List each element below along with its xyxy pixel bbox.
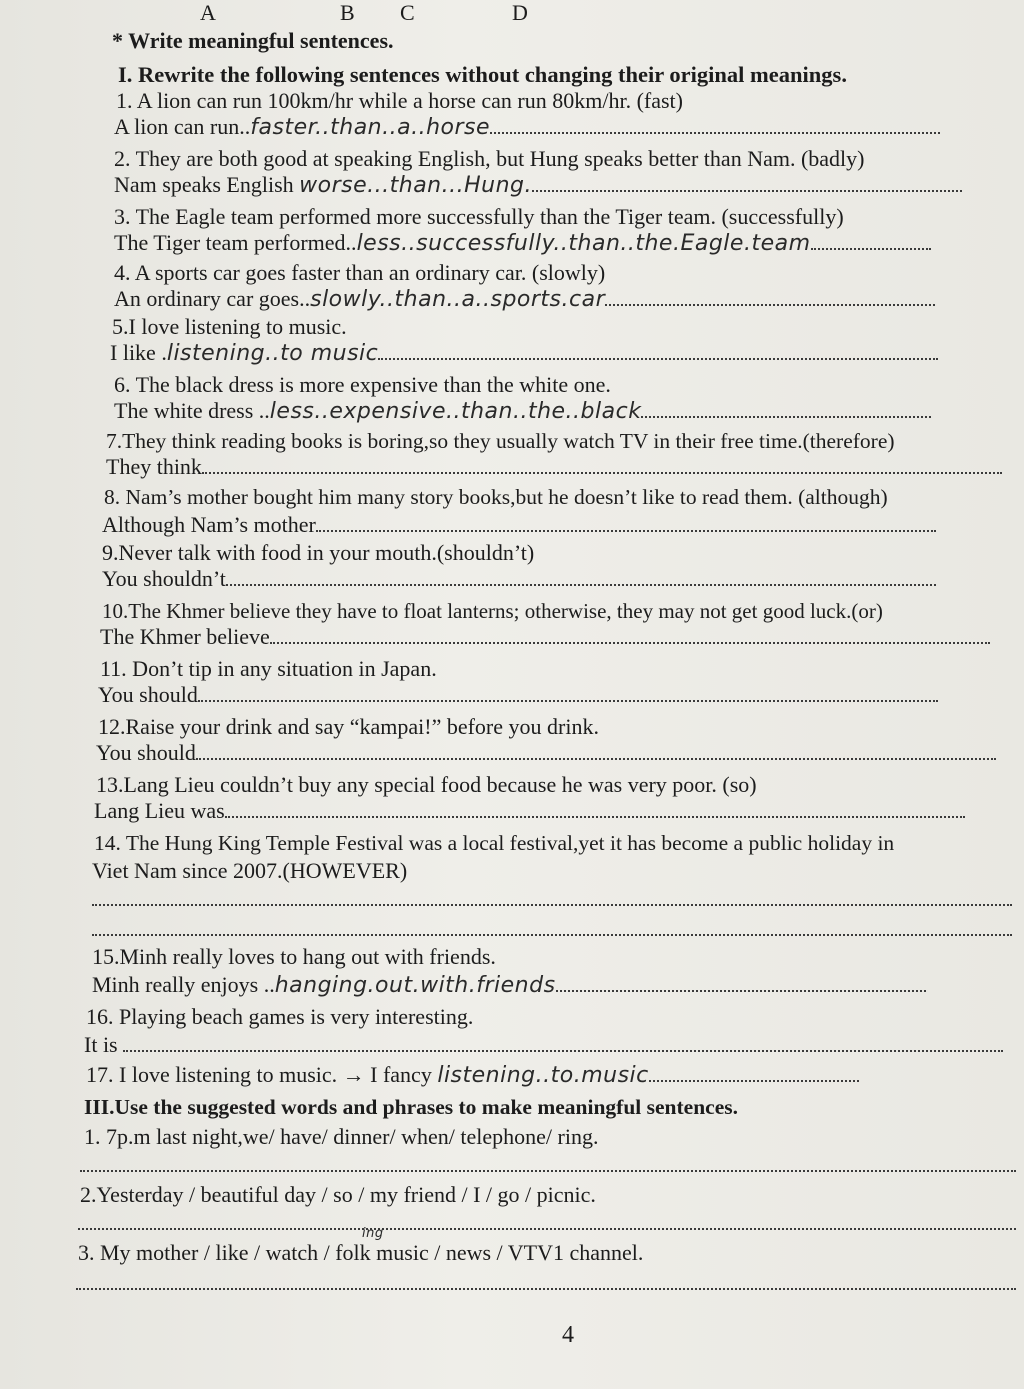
- question-2: 2. They are both good at speaking English, but Hung speaks better than Nam. (badly): [114, 146, 865, 171]
- section-1-heading: I. Rewrite the following sentences without changing their original meanings.: [118, 62, 847, 87]
- answer-line-13: [94, 798, 965, 824]
- answer-line-2: [114, 172, 962, 199]
- answer-line-6: [114, 398, 931, 425]
- dotted-line: [811, 230, 931, 250]
- section-3-item-1: 1. 7p.m last night,we/ have/ dinner/ when/ telephone/ ring.: [84, 1124, 599, 1149]
- handwritten-answer: less..expensive..than..the..black: [269, 399, 642, 424]
- dotted-line: [202, 454, 1002, 474]
- answer-line-12: [96, 740, 996, 766]
- dotted-line: [605, 286, 935, 306]
- header-letter-c: C: [400, 0, 415, 25]
- question-15: 15.Minh really loves to hang out with friends.: [92, 944, 496, 969]
- question-16: 16. Playing beach games is very interesting.: [86, 1004, 474, 1029]
- page-number: 4: [562, 1322, 574, 1348]
- answer-prefix: Although Nam’s mother: [102, 512, 316, 537]
- handwritten-answer: listening..to music: [166, 341, 379, 366]
- dotted-line: [556, 972, 926, 992]
- dotted-line: [270, 624, 990, 644]
- dotted-line: [123, 1032, 1003, 1052]
- answer-prefix: You shouldn’t: [102, 566, 226, 591]
- dotted-line: [198, 682, 938, 702]
- question-4: 4. A sports car goes faster than an ordinary car. (slowly): [114, 260, 606, 285]
- answer-line-11: [98, 682, 938, 708]
- answer-line-7: [106, 454, 1002, 480]
- question-13: 13.Lang Lieu couldn’t buy any special food because he was very poor. (so): [96, 772, 757, 797]
- answer-prefix: The white dress ..: [114, 398, 270, 423]
- answer-line-4: [114, 286, 935, 313]
- question-1: 1. A lion can run 100km/hr while a horse can run 80km/hr. (fast): [116, 88, 683, 113]
- dotted-line: [226, 566, 936, 586]
- handwritten-answer: less..successfully..than..the.Eagle.team: [356, 231, 811, 256]
- dotted-line: [92, 904, 1012, 906]
- handwritten-answer: faster..than..a..horse: [250, 115, 491, 140]
- question-6: 6. The black dress is more expensive than the white one.: [114, 372, 611, 397]
- dotted-line: [316, 512, 936, 532]
- answer-prefix: A lion can run..: [114, 114, 251, 139]
- dotted-line: [78, 1228, 1016, 1230]
- answer-prefix: Minh really enjoys ..: [92, 972, 275, 997]
- answer-prefix: They think: [106, 454, 202, 479]
- answer-prefix: It is: [84, 1032, 124, 1057]
- answer-prefix: You should: [96, 740, 196, 765]
- answer-prefix: The Khmer believe: [100, 624, 270, 649]
- answer-line-8: [102, 512, 936, 538]
- answer-line-16: [84, 1032, 1003, 1058]
- handwritten-answer: slowly..than..a..sports.car: [310, 287, 606, 312]
- dotted-line: [649, 1062, 859, 1082]
- answer-prefix: I like .: [110, 340, 167, 365]
- question-11: 11. Don’t tip in any situation in Japan.: [100, 656, 437, 681]
- question-5: 5.I love listening to music.: [112, 314, 347, 339]
- question-17: 17. I love listening to music. → I fancy: [86, 1062, 438, 1087]
- question-14-continued: Viet Nam since 2007.(HOWEVER): [92, 858, 408, 883]
- dotted-line: [490, 114, 940, 134]
- answer-line-10: [100, 624, 990, 650]
- dotted-line: [92, 934, 1012, 936]
- answer-line-3: [114, 230, 931, 257]
- section-3-item-2: 2.Yesterday / beautiful day / so / my friend / I / go / picnic.: [80, 1182, 596, 1207]
- question-3: 3. The Eagle team performed more successfully than the Tiger team. (successfully): [114, 204, 844, 229]
- answer-prefix: Lang Lieu was: [94, 798, 225, 823]
- question-9: 9.Never talk with food in your mouth.(shouldn’t): [102, 540, 535, 565]
- dotted-line: [641, 398, 931, 418]
- dotted-line: [532, 172, 962, 192]
- section-3-item-3: 3. My mother / like / watch / folk music / news / VTV1 channel.: [78, 1240, 644, 1265]
- answer-prefix: You should: [98, 682, 198, 707]
- section-star-heading: * Write meaningful sentences.: [112, 28, 394, 53]
- question-7: 7.They think reading books is boring,so they usually watch TV in their free time.(therefore): [106, 429, 895, 453]
- dotted-line: [76, 1288, 1016, 1290]
- header-letter-b: B: [340, 0, 355, 25]
- question-14: 14. The Hung King Temple Festival was a local festival,yet it has become a public holiday in: [94, 831, 895, 855]
- handwritten-annotation: ing: [362, 1226, 384, 1241]
- dotted-line: [196, 740, 996, 760]
- question-10: 10.The Khmer believe they have to float lanterns; otherwise, they may not get good luck.(or): [102, 599, 883, 623]
- dotted-line: [378, 340, 938, 360]
- header-letter-d: D: [512, 0, 528, 25]
- header-letter-a: A: [200, 0, 216, 25]
- answer-prefix: The Tiger team performed..: [114, 230, 357, 255]
- question-12: 12.Raise your drink and say “kampai!” before you drink.: [98, 714, 599, 739]
- question-8: 8. Nam’s mother bought him many story books,but he doesn’t like to read them. (although): [104, 485, 888, 509]
- answer-line-9: [102, 566, 936, 592]
- dotted-line: [225, 798, 965, 818]
- answer-line-15: [92, 972, 926, 999]
- handwritten-answer: listening..to.music: [437, 1063, 649, 1088]
- dotted-line: [80, 1170, 1016, 1172]
- handwritten-answer: hanging.out.with.friends: [274, 973, 556, 998]
- answer-prefix: An ordinary car goes..: [114, 286, 311, 311]
- answer-line-1: [114, 114, 940, 141]
- answer-prefix: Nam speaks English: [114, 172, 300, 197]
- section-3-heading: III.Use the suggested words and phrases to make meaningful sentences.: [84, 1095, 738, 1119]
- answer-line-17: [86, 1062, 859, 1089]
- answer-line-5: [110, 340, 938, 367]
- handwritten-answer: worse...than...Hung.: [299, 173, 532, 198]
